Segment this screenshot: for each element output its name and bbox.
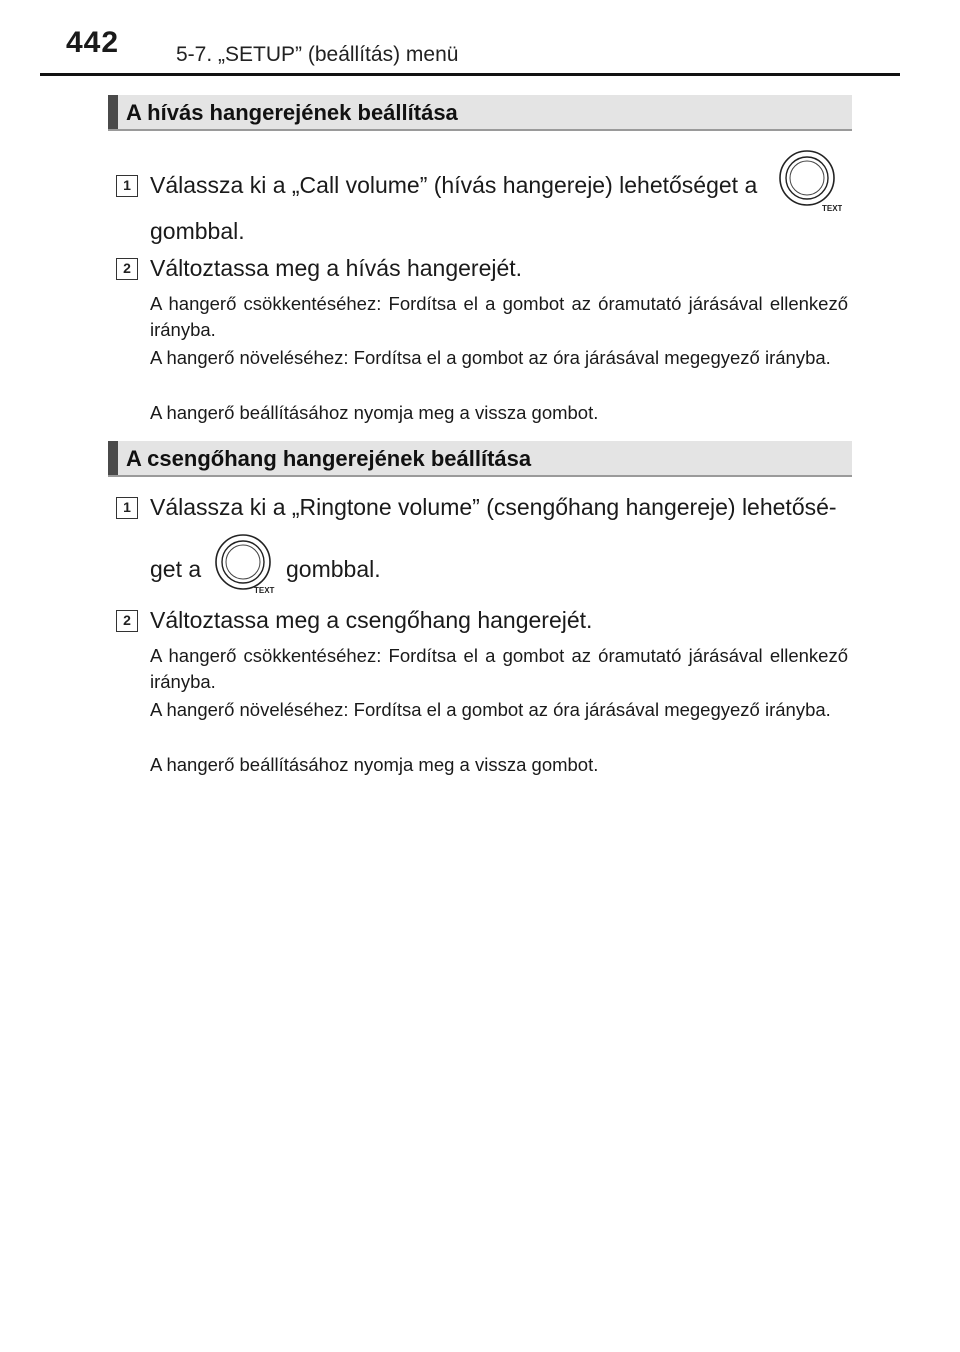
section-heading-call-volume: [108, 95, 852, 131]
section-accent: [108, 95, 118, 129]
step-number: 2: [116, 610, 138, 632]
step-text: Válassza ki a „Ringtone volume” (csengőhang hangereje) lehetősé-: [150, 494, 837, 520]
section-title: A hívás hangerejének beállítása: [126, 100, 458, 125]
step-text: Változtassa meg a hívás hangerejét.: [150, 255, 523, 281]
note-decrease: A hangerő csökkentéséhez: Fordítsa el a gombot az óramutató járásával ellenkező irányba.: [150, 645, 848, 692]
note-increase: A hangerő növeléséhez: Fordítsa el a gombot az óra járásával megegyező irányba.: [150, 347, 831, 368]
note-increase: A hangerő növeléséhez: Fordítsa el a gombot az óra járásával megegyező irányba.: [150, 699, 831, 720]
page-number: 442: [66, 26, 120, 59]
note-confirm: A hangerő beállításához nyomja meg a vissza gombot.: [150, 754, 599, 775]
step-text-continued: gombbal.: [150, 218, 245, 244]
section-accent: [108, 441, 118, 475]
step-text: Változtassa meg a csengőhang hangerejét.: [150, 607, 593, 633]
section-title: A csengőhang hangerejének beállítása: [126, 446, 532, 471]
section-heading-ringtone-volume: [108, 441, 852, 477]
note-confirm: A hangerő beállításához nyomja meg a vissza gombot.: [150, 402, 599, 423]
chapter-title: 5-7. „SETUP” (beállítás) menü: [176, 43, 459, 66]
dial-label: TEXT: [254, 586, 275, 595]
note-decrease: A hangerő csökkentéséhez: Fordítsa el a gombot az óramutató járásával ellenkező irányba.: [150, 293, 848, 340]
step-number: 2: [116, 258, 138, 280]
dial-label: TEXT: [822, 204, 842, 213]
step-text: Válassza ki a „Call volume” (hívás hangereje) lehetőséget a: [150, 172, 758, 198]
step-text-continued: gombbal.: [286, 556, 381, 582]
step-number: 1: [116, 497, 138, 519]
text-dial-icon: [213, 532, 279, 598]
step-text-continued: get a: [150, 556, 202, 582]
header-divider: [40, 73, 900, 76]
step-number: 1: [116, 175, 138, 197]
text-dial-icon: [776, 148, 842, 214]
